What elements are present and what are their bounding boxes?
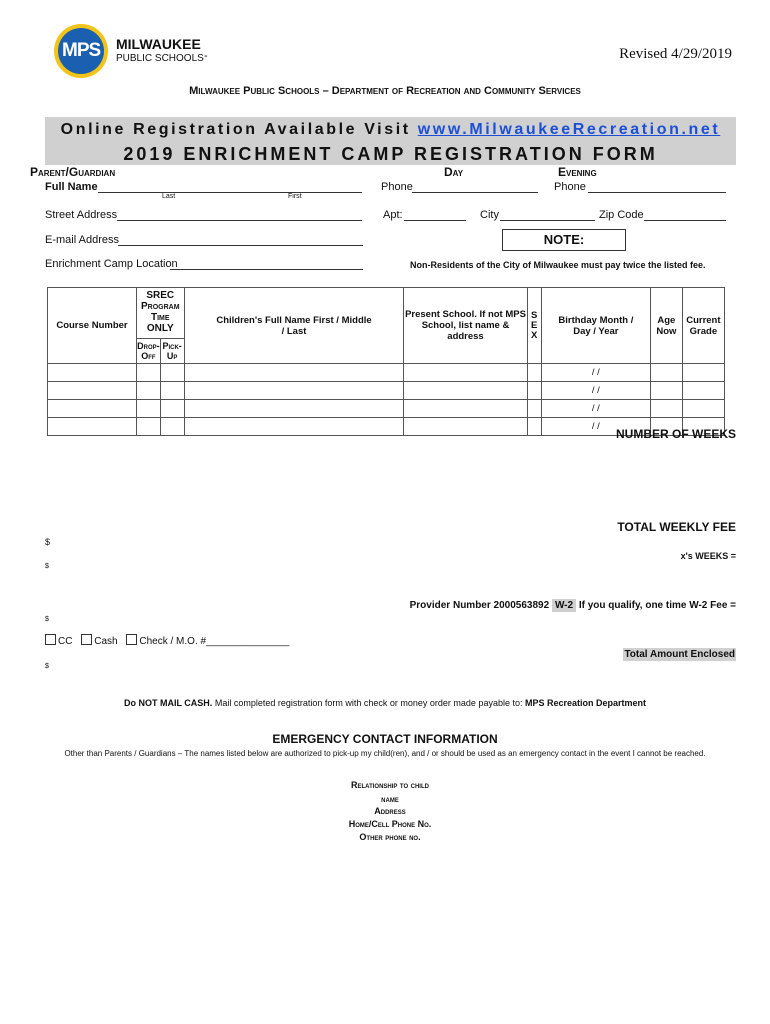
w2-text: If you qualify, one time W-2 Fee = — [578, 600, 736, 611]
birthday-cell[interactable]: / / — [541, 418, 650, 436]
day-phone-field[interactable] — [412, 181, 538, 193]
logo-line1: MILWAUKEE — [116, 36, 201, 52]
col-child-name: Children's Full Name First / Middle / Last — [184, 288, 404, 364]
online-text: Online Registration Available Visit — [60, 121, 411, 138]
cash-label: Cash — [94, 636, 118, 647]
form-title: 2019 ENRICHMENT CAMP REGISTRATION FORM — [123, 144, 658, 164]
check-checkbox[interactable] — [126, 634, 137, 645]
weeks-calc: x's WEEKS = — [680, 551, 736, 561]
birthday-cell[interactable]: / / — [541, 364, 650, 382]
relationship-label: Relationship to child — [351, 780, 429, 790]
dollar-1: $ — [45, 537, 51, 547]
col-school: Present School. If not MPS School, list name & address — [404, 288, 527, 364]
note-box: NOTE: — [502, 229, 626, 251]
street-label: Street Address — [45, 209, 118, 221]
apt-field[interactable] — [404, 209, 466, 221]
dollar-4: $ — [45, 663, 49, 670]
col-srec — [136, 288, 184, 364]
w2-tag: W-2 — [552, 599, 576, 612]
payment-options — [45, 634, 289, 647]
weekly-fee-title: TOTAL WEEKLY FEE — [617, 520, 736, 534]
do-not-mail-cash: Do NOT MAIL CASH. — [123, 698, 213, 708]
city-label: City — [480, 209, 499, 221]
recreation-link[interactable]: www.MilwaukeeRecreation.net — [417, 121, 721, 138]
cc-label: CC — [58, 636, 73, 647]
logo-line2: PUBLIC SCHOOLS — [116, 53, 204, 64]
zip-field[interactable] — [644, 209, 726, 221]
col-birthday: Birthday Month / Day / Year — [541, 288, 650, 364]
cc-checkbox[interactable] — [45, 634, 56, 645]
logo-abbr: MPS — [62, 40, 101, 61]
other-phone-label: Other phone no. — [359, 832, 421, 842]
first-label: First — [288, 193, 302, 200]
col-age: Age Now — [651, 288, 683, 364]
last-label: Last — [162, 193, 176, 200]
mps-logo — [52, 22, 212, 80]
table-header-row — [48, 288, 725, 364]
apt-label: Apt: — [383, 209, 403, 221]
provider-number: Provider Number 2000563892 — [409, 600, 550, 611]
online-registration-line — [45, 121, 736, 139]
non-resident-note: Non-Residents of the City of Milwaukee must pay twice the listed fee. — [410, 260, 706, 270]
logo-dash: - — [204, 50, 208, 62]
email-field[interactable] — [118, 234, 363, 246]
provider-line — [410, 600, 736, 611]
mail-instructions — [0, 698, 770, 708]
parent-section-label: Parent/Guardian — [30, 165, 116, 179]
dollar-3: $ — [45, 616, 49, 623]
col-sex: S E X — [527, 288, 541, 364]
full-name-field[interactable] — [98, 181, 362, 193]
email-label: E-mail Address — [45, 234, 119, 246]
title-banner — [45, 117, 736, 165]
day-phone-label: Phone — [381, 181, 413, 193]
camp-location-field[interactable] — [170, 258, 363, 270]
department-title: Milwaukee Public Schools – Department of Recreation and Community Services — [189, 85, 581, 97]
birthday-cell[interactable]: / / — [541, 400, 650, 418]
emergency-title: EMERGENCY CONTACT INFORMATION — [272, 732, 498, 746]
full-name-label: Full Name — [45, 181, 98, 193]
srec-label: SREC Program Time ONLY — [140, 290, 180, 334]
city-field[interactable] — [500, 209, 595, 221]
children-table — [47, 287, 725, 436]
birthday-cell[interactable]: / / — [541, 382, 650, 400]
evening-label: Evening — [558, 165, 597, 179]
day-label: Day — [444, 165, 464, 179]
street-field[interactable] — [117, 209, 362, 221]
srec-subcols — [137, 338, 184, 363]
total-amount-label: Total Amount Enclosed — [624, 649, 735, 660]
col-grade: Current Grade — [682, 288, 724, 364]
dropoff-label: Drop-Off — [137, 338, 161, 363]
pickup-label: Pick-Up — [161, 338, 184, 363]
table-row[interactable] — [48, 364, 725, 382]
evening-phone-label: Phone — [554, 181, 586, 193]
name-label: name — [381, 794, 399, 804]
table-row[interactable] — [48, 382, 725, 400]
weeks-title: NUMBER OF WEEKS — [616, 427, 736, 441]
camp-location-label: Enrichment Camp Location — [45, 258, 178, 270]
payee-name: MPS Recreation Department — [524, 698, 647, 708]
check-label: Check / M.O. #_______________ — [139, 636, 290, 647]
table-row[interactable] — [48, 400, 725, 418]
mail-instructions-text: Mail completed registration form with check or money order made payable to: — [214, 698, 523, 708]
emergency-desc: Other than Parents / Guardians – The names listed below are authorized to pick-up my child(ren), and / or should be used as an emergency contact in the event I cannot be reached. — [64, 749, 706, 758]
revised-date: Revised 4/29/2019 — [619, 46, 732, 62]
dollar-2: $ — [45, 563, 49, 570]
evening-phone-field[interactable] — [588, 181, 726, 193]
address-label: Address — [374, 806, 406, 816]
cash-checkbox[interactable] — [81, 634, 92, 645]
home-phone-label: Home/Cell Phone No. — [348, 819, 432, 829]
col-course: Course Number — [48, 288, 137, 364]
zip-label: Zip Code — [599, 209, 644, 221]
